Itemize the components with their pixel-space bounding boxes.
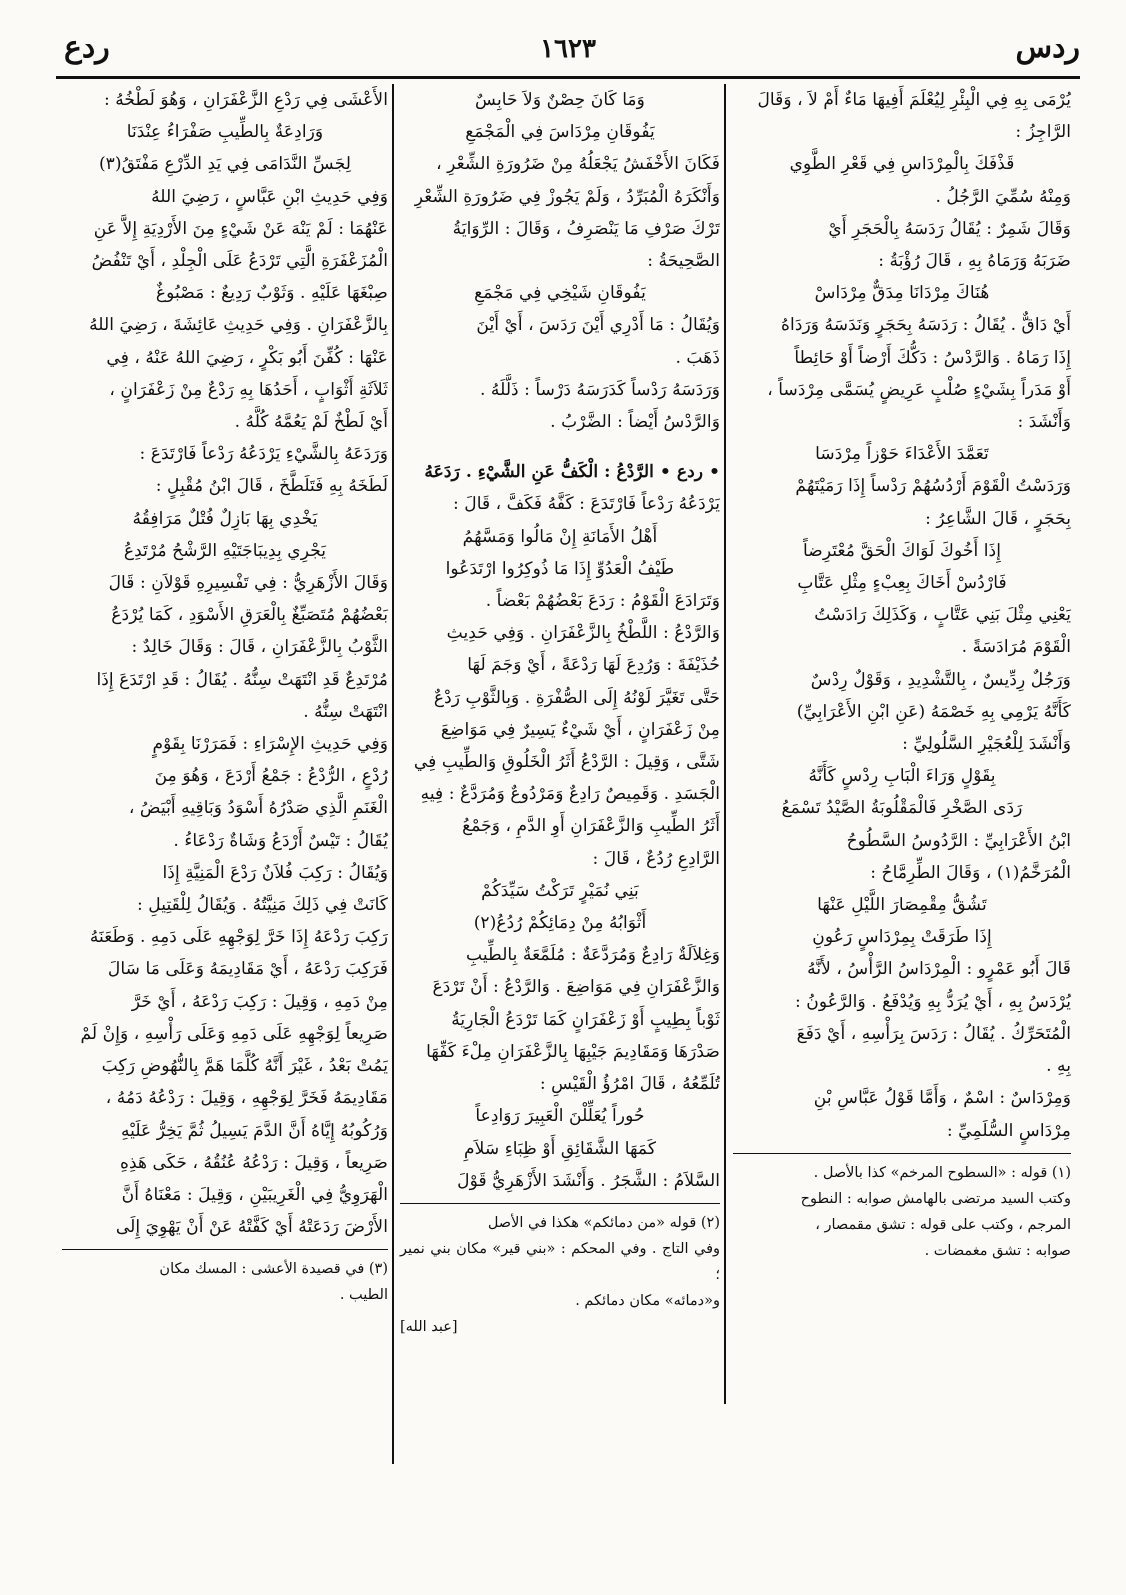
text-line: بِهِ . (1046, 1056, 1071, 1077)
verse-line: وَرَادِعَةٌ بِالطِّيبِ صَفْرَاءُ عِنْدَنَا (126, 122, 324, 143)
footnote-rule (733, 1153, 1071, 1154)
text-line: حَتَّى تَغَيَّرَ لَوْنُهُ إِلَى الصُّفْرَةِ . وَبِالثَّوْبِ رَدْعٌ (433, 687, 720, 708)
text-line: مِنْ زَعْفَرَانٍ ، أَيْ شَيْءٌ يَسِيرٌ فِي مَوَاضِعَ (440, 719, 720, 740)
text-line: وَرَدَسَهُ رَدْساً كَدَرَسَهُ دَرْساً : ذَلَّلَهُ . (479, 379, 720, 400)
verse-line: تَشُقُّ مِقْمِصَارَ اللَّيْلِ عَنْهَا (817, 895, 987, 916)
text-line: فَكَانَ الأَخْفَشُ يَجْعَلُهُ مِنْ ضَرُورَةِ الشِّعْرِ ، (436, 154, 720, 175)
text-line: وَالرَّدْعُ : اللَّطْخُ بِالزَّعْفَرَانِ . وَفِي حَدِيثِ (446, 623, 720, 644)
footnote-line: صوابه : تشق مغمضات . (924, 1242, 1071, 1259)
footnote-line: وفي التاج . وفي المحكم : «بني قير» مكان بني نمير ؛ (400, 1240, 720, 1283)
verse-line: يَفُوقَانِ مِرْدَاسَ فِي الْمَجْمَعِ (465, 122, 655, 143)
text-line: فَرَكِبَ رَدْعَهُ ، أَيْ مَقَادِيمَهُ وَعَلَى مَا سَالَ (107, 959, 388, 980)
text-line: وَمِرْدَاسٌ : اسْمٌ ، وَأَمَّا قَوْلُ عَبَّاسِ بْنِ (813, 1088, 1071, 1109)
page-header (56, 30, 1080, 78)
text-line: الرَّادِعِ رُدُعٌ ، قَالَ : (592, 848, 720, 869)
text-line: بَعْضُهُمْ مُتَصَبِّغٌ بِالْعَرَقِ الأَسْوَدِ ، كَمَا يُرْدَعُ (111, 605, 388, 626)
text-line: تَرْكَ صَرْفِ مَا يَنْصَرِفُ ، وَقَالَ : الرِّوَايَةُ (452, 218, 720, 239)
text-line: يُقَالُ : تَيْسٌ أَرْدَعُ وَشَاةٌ رَدْعَاءُ . (173, 830, 388, 851)
text-line: ثَوْباً بِطِيبٍ أَوْ زَعْفَرَانٍ كَمَا تَرْدَعُ الْجَارِيَةُ (451, 1009, 720, 1030)
verse-line: طَيْفُ الْعَدُوِّ إِذَا مَا ذُوكِرُوا ارْتَدَعُوا (445, 558, 675, 579)
entry-headword-line: • ردع • الرَّدْعُ : الْكَفُّ عَنِ الشَّيْءِ . رَدَعَهُ (424, 462, 720, 483)
text-line: وَأَنْشَدَ : (1017, 412, 1071, 433)
text-line: حُذَيْفَةَ : وَرُدِعَ لَهَا رَدْعَةً ، أَيْ وَجَمَ لَهَا (467, 655, 720, 676)
column-middle (400, 84, 720, 1340)
page-number: ١٦٢٣ (540, 34, 596, 64)
verse-line: رَدَى الصَّخْرِ فَالْمَقْلُوبَةُ الصَّيْدُ تَسْمَعُ (781, 798, 1023, 819)
text-line: الرَّاجِزُ : (1015, 122, 1071, 143)
text-line: كَأَنَّهُ يَرْمِي بِهِ خَصْمَهُ (عَنِ ابْنِ الأَعْرَابِيِّ) (796, 701, 1071, 722)
text-line: عَنْهُمَا : لَمْ يَنْهَ عَنْ شَيْءٍ مِنَ الأَرْدِيَةِ إِلاَّ عَنِ (93, 218, 388, 239)
text-line: بِحَجَرٍ ، قَالَ الشَّاعِرُ : (925, 508, 1071, 529)
footnote-rule (400, 1203, 720, 1204)
text-line: وَتَرَادَعَ الْقَوْمُ : رَدَعَ بَعْضُهُمْ بَعْضاً . (485, 591, 720, 612)
text-line: رَكِبَ رَدْعَهُ إِذَا خَرَّ لِوَجْهِهِ عَلَى دَمِهِ . وَطَعَنَهُ (89, 927, 388, 948)
text-line: وَرَدَسْتُ الْقَوْمَ أَرْدُسُهُمْ رَدْساً إِذَا رَمَيْتَهُمْ (795, 476, 1071, 497)
text-line: وَقَالَ شَمِرٌ : يُقَالُ رَدَسَهُ بِالْحَجَرِ أَيْ (828, 218, 1071, 239)
column-divider-right (724, 84, 726, 1404)
text-line: وَرَدَعَهُ بِالشَّيْءِ يَرْدَعُهُ رَدْعاً فَارْتَدَعَ : (139, 444, 388, 465)
text-line: صِبْغَهَا عَلَيْهِ . وَثَوْبٌ رَدِيعٌ : مَصْبُوغٌ (155, 283, 388, 304)
column-left (62, 84, 388, 1308)
text-line: وَيُقَالُ : مَا أَدْرِي أَيْنَ رَدَسَ ، أَيْ أَيْنَ (476, 315, 720, 336)
text-line: تُلَمِّعُهُ ، قَالَ امْرُؤُ الْقَيْسِ : (539, 1074, 720, 1095)
text-line: رُدْعٍ ، الرُّدْعُ : جَمْعُ أَرْدَعَ ، وَهُوَ مِنَ (154, 766, 388, 787)
text-line: قَالَ أَبُو عَمْرٍو : الْمِرْدَاسُ الرَّأْسُ ، لأَنَّهُ (807, 959, 1071, 980)
text-line: كَانَتْ فِي ذَلِكَ مَنِيَّتُهُ . وَيُقَالُ لِلْقَتِيلِ : (137, 895, 388, 916)
footnote-line: (١) قوله : «السطوح المرخم» كذا بالأصل . (813, 1164, 1071, 1181)
text-line: الْمُرَخَّمُ(١) ، وَقَالَ الطِّرِمَّاحُ : (870, 862, 1071, 883)
text-line: وَالرَّدْسُ أَيْضاً : الضَّرْبُ . (550, 412, 720, 433)
verse-line: كَمَهَا الشَّقَائِقِ أَوْ ظِبَاءِ سَلاَمِ (463, 1138, 657, 1159)
text-line: وَغِلاَلَةٌ رَادِعٌ وَمُرَدَّعَةٌ : مُلَمَّعَةٌ بِالطِّيبِ (466, 945, 720, 966)
text-line: الْهَرَوِيُّ فِي الْغَرِيبَيْنِ ، وَقِيلَ : مَعْنَاهُ أَنَّ (121, 1184, 388, 1205)
header-right-headword: ردس (1015, 30, 1080, 65)
text-line: عَنْهَا : كُفِّنَ أَبُو بَكْرٍ ، رَضِيَ اللهُ عَنْهُ ، فِي (106, 347, 388, 368)
column-right (733, 84, 1071, 1264)
text-line: انْتَهَتْ سِنُّهُ . (303, 701, 388, 722)
text-line: ذَهَبَ . (675, 347, 720, 368)
text-line: الْقَوْمَ مُرَادَسَةً . (961, 637, 1071, 658)
footnote-line: و«دمائه» مكان دمائكم . (575, 1292, 720, 1309)
text-line: الْمُتَحَرِّكُ . يُقَالُ : رَدَسَ بِرَأْسِهِ ، أَيْ دَفَعَ (796, 1023, 1071, 1044)
verse-line: يَجْرِي بِدِيبَاجَتَيْهِ الرَّشْحُ مُرْتَدِعُ (123, 540, 327, 561)
text-line: الْمُزَعْفَرَةِ الَّتِي تَرْدَعُ عَلَى الْجِلْدِ ، أَيْ تَنْفُضُ (91, 251, 388, 272)
text-line: يُرْدَسُ بِهِ ، أَيْ يُرَدُّ بِهِ وَيُدْفَعُ . وَالرَّعُونُ : (794, 991, 1071, 1012)
verse-line: يَفُوقَانِ شَيْخِي فِي مَجْمَعِ (474, 283, 646, 304)
verse-line: إِذَا طَرَقَتْ بِمِرْدَاسٍ رَعُونِ (812, 927, 992, 948)
verse-line: قَذْفَكَ بِالْمِرْدَاسِ فِي قَعْرِ الطَّوِي (789, 154, 1015, 175)
text-line: وَفِي حَدِيثِ ابْنِ عَبَّاسٍ ، رَضِيَ اللهُ (151, 186, 388, 207)
text-line: مِرْدَاسٍ السُّلَمِيِّ : (946, 1120, 1071, 1141)
text-line: صَرِيعاً لِوَجْهِهِ عَلَى دَمِهِ وَعَلَى رَأْسِهِ ، وَإِنْ لَمْ (80, 1023, 388, 1044)
text-line: وَفِي حَدِيثِ الإِسْرَاءِ : فَمَرَرْنَا بِقَوْمٍ (152, 734, 388, 755)
footnote-line: (٢) قوله «من دمائكم» هكذا في الأصل (487, 1214, 720, 1231)
verse-line: وَمَا كَانَ حِصْنٌ وَلاَ حَابِسٌ (475, 90, 645, 110)
text-line: شَتَّى ، وَقِيلَ : الرَّدْعُ أَثَرُ الْخَلُوقِ وَالطِّيبِ فِي (413, 752, 720, 773)
text-line: أَيْ دَاقٌّ . يُقَالُ : رَدَسَهُ بِحَجَرٍ وَنَدَسَهُ وَرَدَاهُ (781, 315, 1071, 336)
text-line: لَطَخَهُ بِهِ فَتَلَطَّخَ ، قَالَ ابْنُ مُقْبِلٍ : (155, 476, 388, 497)
footnote-line: الطيب . (339, 1287, 388, 1304)
footnote-rule (62, 1249, 388, 1250)
text-line: يَعْنِي مِثْلَ بَنِي عَتَّابٍ ، وَكَذَلِكَ رَادَسْتُ (814, 605, 1071, 626)
verse-line: يَخْدِي بِهَا بَازِلٌ فُتْلٌ مَرَافِقُهُ (132, 508, 318, 529)
text-line: الصَّحِيحَةُ : (647, 251, 720, 272)
text-line: مَقَادِيمَهُ فَخَرَّ لِوَجْهِهِ ، وَقِيلَ : رَدْعُهُ دَمُهُ ، (105, 1088, 388, 1109)
header-rule (56, 76, 1080, 79)
text-line: يَرْدَعُهُ رَدْعاً فَارْتَدَعَ : كَفَّهُ فَكَفَّ ، قَالَ : (452, 494, 720, 515)
footnote-line: (٣) في قصيدة الأعشى : المسك مكان (159, 1261, 388, 1278)
text-line: إِذَا رَمَاهُ . وَالرَّدْسُ : دَكُّكَ أَرْضاً أَوْ حَائِطاً (794, 347, 1071, 368)
text-line: وَأَنْكَرَهُ الْمُبَرِّدُ ، وَلَمْ يَجُوزْ فِي ضَرُورَةِ الشِّعْرِ (414, 186, 720, 207)
verse-line: أَهْلُ الأَمَانَةِ إِنْ مَالُوا وَمَسَّهُمُ (462, 526, 658, 547)
text-line: وَمِنْهُ سُمِّيَ الرَّجُلُ . (935, 186, 1071, 207)
text-line: وَقَالَ الأَزْهَرِيُّ : فِي تَفْسِيرِهِ قَوْلاَنِ : قَالَ (108, 573, 388, 594)
text-line: وَيُقَالُ : رَكِبَ فُلاَنٌ رَدْعَ الْمَنِيَّةِ إِذَا (162, 862, 388, 883)
column-divider-left (392, 84, 394, 1464)
text-line: مِنْ دَمِهِ ، وَقِيلَ : رَكِبَ رَدْعَهُ ، أَيْ خَرَّ (131, 991, 388, 1012)
header-left-headword: ردع (64, 30, 110, 65)
text-line: صَرِيعاً ، وَقِيلَ : رَدْعُهُ عُنُقُهُ ، حَكَى هَذِهِ (119, 1152, 388, 1173)
text-line: وَرُكُوبُهُ إِيَّاهُ أَنَّ الدَّمَ يَسِيلُ ثُمَّ يَخِرُّ عَلَيْهِ (120, 1120, 388, 1141)
verse-line: تَعَمَّدَ الأَعْدَاءَ حَوْزاً مِرْدَسَا (815, 444, 989, 465)
text-line: الْغَنَمِ الَّذِي صَدْرُهُ أَسْوَدُ وَبَاقِيهِ أَبْيَضُ ، (128, 798, 388, 819)
text-line: الأَعْشَى فِي رَدْعِ الزَّعْفَرَانِ ، وَهُوَ لَطْخُهُ : (103, 90, 388, 110)
text-line: يُرْمَى بِهِ فِي الْبِئْرِ لِيُعْلَمَ أَفِيهَا مَاءٌ أَمْ لاَ ، وَقَالَ (757, 90, 1071, 110)
verse-line: بَنِي نُمَيْرٍ تَرَكْتُ سَيِّدَكُمْ (481, 880, 639, 901)
text-line: الثَّوْبُ بِالزَّعْفَرَانِ ، قَالَ : وَقَالَ خَالِدٌ : (131, 637, 388, 658)
text-line: أَيْ لَطْخٌ لَمْ يَعُمَّهُ كُلَّهُ . (234, 412, 388, 433)
text-line: بِالزَّعْفَرَانِ . وَفِي حَدِيثِ عَائِشَةَ ، رَضِيَ اللهُ (89, 315, 388, 336)
text-line: ابْنُ الأَعْرَابِيِّ : الرَّدُوسُ السَّطُوحُ (846, 830, 1071, 851)
text-line: وَأَنْشَدَ لِلْعُجَيْرِ السَّلُولِيِّ : (902, 734, 1071, 755)
text-line: مُرْتَدِعٌ قَدِ انْتَهَتْ سِنُّهُ . يُقَالُ : قَدِ ارْتَدَعَ إِذَا (96, 669, 388, 690)
verse-line: لِجَسِّ النَّدَامَى فِي يَدِ الدِّرْعِ مَفْتَقُ(٣) (98, 154, 352, 175)
verse-line: فَارْدُسْ أَخَاكَ بِعِبْءٍ مِثْلِ عَتَّابِ (797, 573, 1007, 594)
text-line: أَوْ مَدَراً بِشَيْءٍ صُلْبٍ عَرِيضٍ يُسَمَّى مِرْدَساً ، (767, 379, 1071, 400)
footnote-signature: [عبد الله] (400, 1318, 458, 1335)
verse-line: حُوراً يُعَلِّلْنَ الْعَبِيرَ رَوَادِعاً (475, 1106, 645, 1127)
text-line: ضَرَبَهُ وَرَمَاهُ بِهِ ، قَالَ رُؤْبَةُ : (878, 251, 1071, 272)
verse-line: إِذَا أَخُوكَ لَوَاكَ الْحَقَّ مُعْتَرِضاً (802, 540, 1001, 561)
footnote-line: وكتب السيد مرتضى بالهامش صوابه : النطوح (800, 1190, 1071, 1207)
text-line: الْجَسَدِ . وَقَمِيصٌ رَادِعٌ وَمَرْدُوعٌ وَمُرَدَّعٌ : فِيهِ (420, 784, 720, 805)
footnote-line: المرجم ، وكتب على قوله : تشق مقمصار ، (815, 1216, 1071, 1233)
text-line: صَدْرَهَا وَمَقَادِيمَ جَيْبِهَا بِالزَّعْفَرَانِ مِلْءَ كَفِّهَا (426, 1041, 720, 1062)
text-line: السَّلاَمُ : الشَّجَرُ . وَأَنْشَدَ الأَزْهَرِيُّ قَوْلَ (457, 1170, 720, 1191)
text-line: وَرَجُلٌ رِدِّيسٌ ، بِالتَّشْدِيدِ ، وَقَوْلٌ رِدْسٌ (810, 669, 1071, 690)
text-line: وَالزَّعْفَرَانِ فِي مَوَاضِعَ . وَالرَّدْعُ : أَنْ تَرْدَعَ (432, 977, 720, 998)
text-line: ثَلاَثَةِ أَثْوَابٍ ، أَحَدُهَا بِهِ رَدْعٌ مِنْ زَعْفَرَانٍ ، (109, 379, 388, 400)
text-line: أَثَرُ الطِّيبِ وَالزَّعْفَرَانِ أَوِ الدَّمِ ، وَجَمْعُ (462, 816, 720, 837)
text-line: الأَرْضَ رَدَعَتْهُ أَيْ كَفَّتْهُ عَنْ أَنْ يَهْوِيَ إِلَى (115, 1217, 388, 1238)
verse-line: أَثْوَابُهُ مِنْ دِمَائِكُمْ رُدُعُ(٢) (473, 913, 647, 934)
verse-line: هُنَاكَ مِرْدَانَا مِدَقٌّ مِرْدَاسْ (814, 283, 990, 304)
text-line: يَمُتْ بَعْدُ ، غَيْرَ أَنَّهُ كُلَّمَا هَمَّ بِالنُّهُوضِ رَكِبَ (101, 1056, 388, 1077)
verse-line: بِقَوْلٍ وَرَاءَ الْبَابِ رِدْسٍ كَأَنَّهُ (808, 766, 996, 787)
